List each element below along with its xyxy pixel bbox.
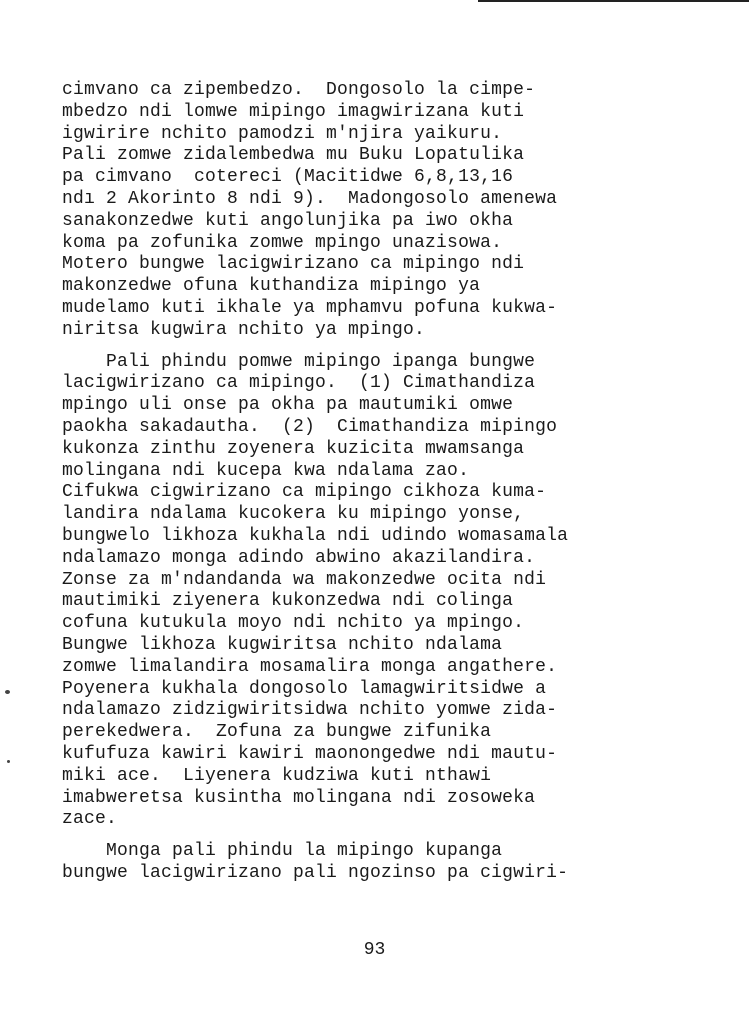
text-line: miki ace. Liyenera kudziwa kuti nthawi [62, 765, 492, 786]
paragraph-spacer [62, 342, 702, 352]
text-line: zace. [62, 809, 118, 830]
text-line: Pali phindu pomwe mipingo ipanga bungwe [62, 351, 536, 372]
text-line: cofuna kutukula moyo ndi nchito ya mpingo. [62, 613, 525, 634]
text-line: ndalamazo zidzigwiritsidwa nchito yomwe zida- [62, 700, 558, 721]
text-line: kufufuza kawiri kawiri maonongedwe ndi mautu- [62, 743, 558, 764]
scan-speck [7, 760, 10, 763]
text-line: mbedzo ndi lomwe mipingo imagwirizana kuti [62, 101, 525, 122]
text-line: mautimiki ziyenera kukonzedwa ndi colinga [62, 591, 514, 612]
text-line: ndalamazo monga adindo abwino akazilandira. [62, 547, 536, 568]
text-line: mpingo uli onse pa okha pa mautumiki omwe [62, 395, 514, 416]
text-line: sanakonzedwe kuti angolunjika pa iwo okha [62, 210, 514, 231]
paragraph-1 [62, 80, 702, 342]
text-line: Poyenera kukhala dongosolo lamagwiritsidwe a [62, 678, 547, 699]
text-line: niritsa kugwira nchito ya mpingo. [62, 319, 426, 340]
header-rule [478, 0, 749, 2]
text-line: mudelamo kuti ikhale ya mphamvu pofuna kukwa- [62, 297, 558, 318]
text-line: cimvano ca zipembedzo. Dongosolo la cimpe- [62, 80, 536, 100]
text-line: koma pa zofunika zomwe mpingo unazisowa. [62, 232, 503, 253]
paragraph-2 [62, 352, 702, 832]
text-line: bungwe lacigwirizano pali ngozinso pa cigwiri- [62, 862, 569, 883]
body-text [62, 80, 702, 885]
text-line: imabweretsa kusintha molingana ndi zosoweka [62, 787, 536, 808]
text-line: Pali zomwe zidalembedwa mu Buku Lopatulika [62, 145, 525, 166]
text-line: Motero bungwe lacigwirizano ca mipingo ndi [62, 254, 525, 275]
text-line: landira ndalama kucokera ku mipingo yonse, [62, 504, 525, 525]
text-line: perekedwera. Zofuna za bungwe zifunika [62, 722, 492, 743]
paragraph-spacer [62, 831, 702, 841]
text-line: lacigwirizano ca mipingo. (1) Cimathandiza [62, 373, 536, 394]
text-line: Cifukwa cigwirizano ca mipingo cikhoza kuma- [62, 482, 547, 503]
text-line: Bungwe likhoza kugwiritsa nchito ndalama [62, 634, 503, 655]
text-line: kukonza zinthu zoyenera kuzicita mwamsanga [62, 438, 525, 459]
text-line: zomwe limalandira mosamalira monga angathere. [62, 656, 558, 677]
text-line: ndı 2 Akorinto 8 ndi 9). Madongosolo amenewa [62, 188, 558, 209]
text-line: Zonse za m'ndandanda wa makonzedwe ocita ndi [62, 569, 547, 590]
page-number: 93 [363, 940, 386, 960]
text-line: pa cimvano cotereci (Macitidwe 6,8,13,16 [62, 167, 514, 188]
text-line: makonzedwe ofuna kuthandiza mipingo ya [62, 276, 481, 297]
text-line: bungwelo likhoza kukhala ndi udindo womasamala [62, 525, 569, 546]
text-line: igwirire nchito pamodzi m'njira yaikuru. [62, 123, 503, 144]
text-line: paokha sakadautha. (2) Cimathandiza mipingo [62, 416, 558, 437]
scan-speck [5, 690, 10, 694]
paragraph-3 [62, 841, 702, 885]
text-line: molingana ndi kucepa kwa ndalama zao. [62, 460, 470, 481]
text-line: Monga pali phindu la mipingo kupanga [62, 841, 503, 862]
